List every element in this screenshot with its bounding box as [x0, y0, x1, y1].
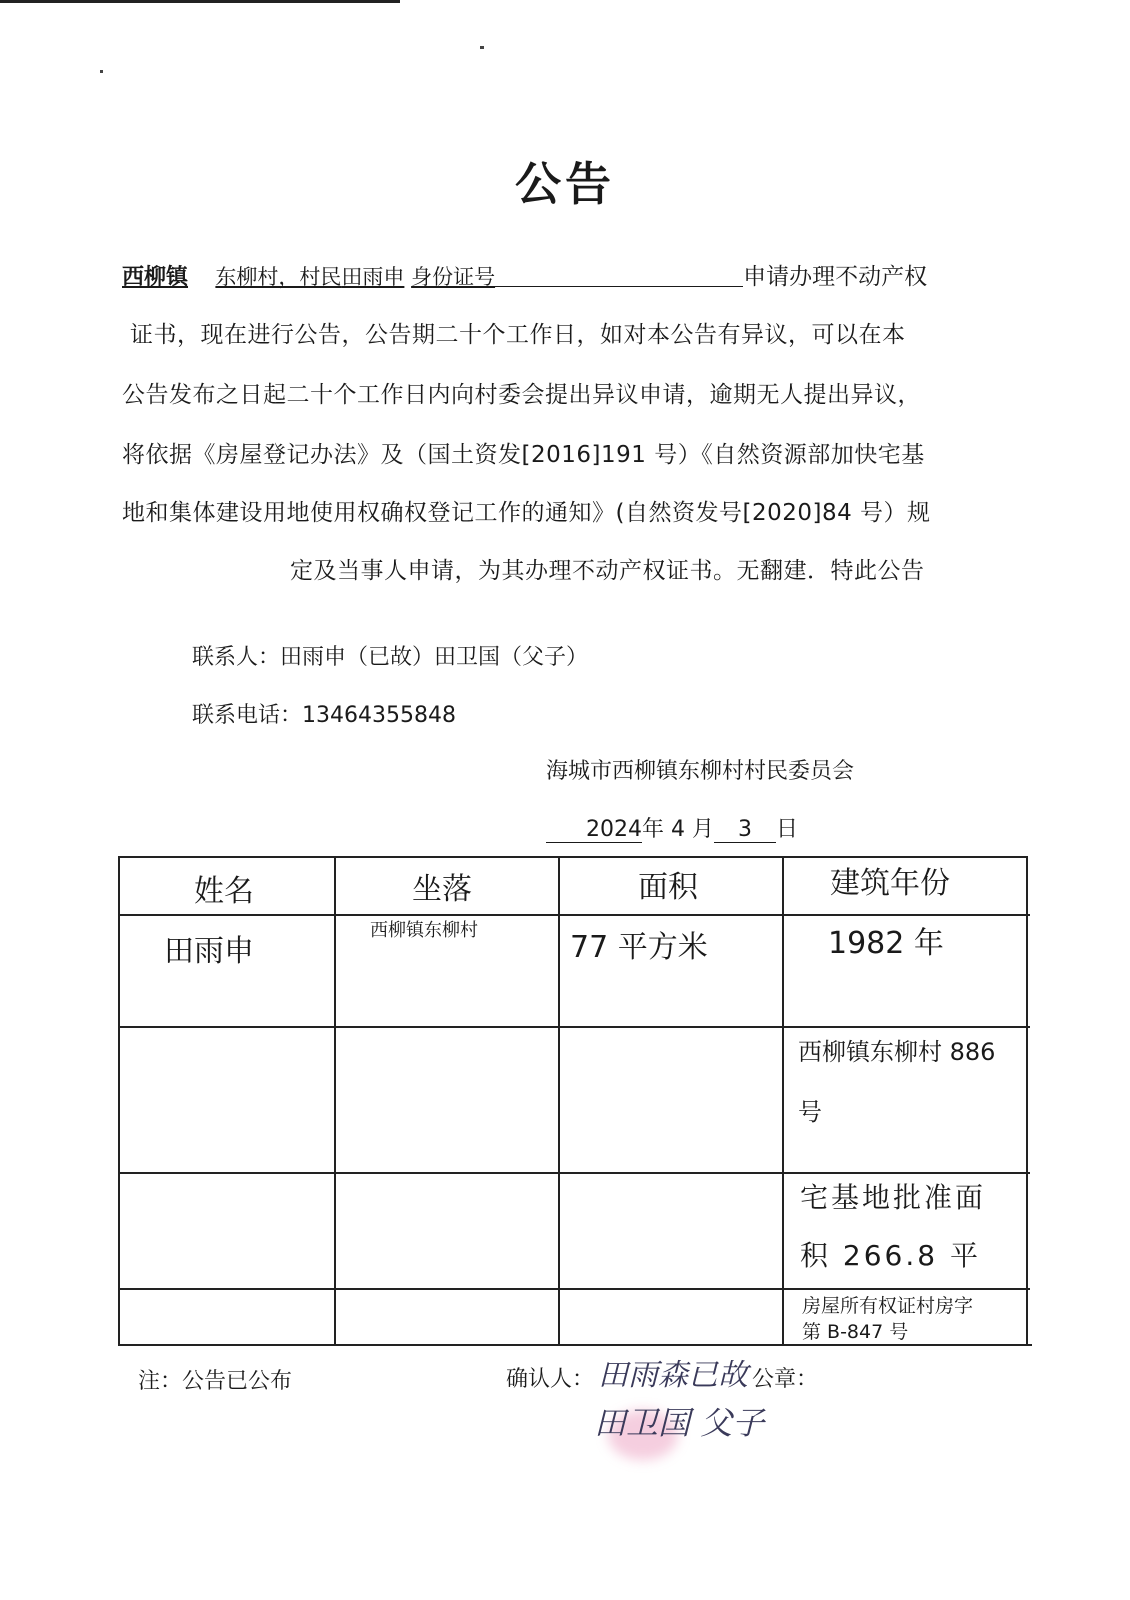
village-resident: 东柳村，村民	[215, 265, 342, 289]
header-year: 建筑年份	[830, 866, 950, 901]
body-line-2: 公告发布之日起二十个工作日内向村委会提出异议申请，逾期无人提出异议，	[122, 382, 921, 408]
body-line-1: 证书，现在进行公告，公告期二十个工作日，如对本公告有异议，可以在本	[130, 322, 906, 348]
scan-speck	[480, 46, 484, 49]
id-label: 身份证号	[411, 265, 496, 289]
body-line-5: 定及当事人申请，为其办理不动产权证书。无翻建．特此公告	[290, 558, 925, 584]
table-border	[782, 856, 784, 1346]
table-border	[334, 856, 336, 1346]
issuer-name: 海城市西柳镇东柳村村民委员会	[546, 759, 855, 784]
body-line-4: 地和集体建设用地使用权确权登记工作的通知》(自然资发号[2020]84 号）规	[122, 500, 931, 526]
signature-handwritten-1: 田雨森已故	[598, 1358, 748, 1393]
apply-text: 申请办理不动产权	[743, 264, 928, 290]
date-year-label: 年	[642, 817, 665, 842]
header-location: 坐落	[412, 872, 472, 907]
table-border	[118, 914, 1030, 916]
table-border	[118, 1288, 1030, 1290]
table-border	[1026, 856, 1028, 1346]
cell-name: 田雨申	[164, 934, 254, 969]
cell-address-line1: 西柳镇东柳村 886	[798, 1038, 996, 1066]
issue-date	[546, 812, 798, 843]
date-day: 3	[714, 817, 776, 843]
table-border	[118, 1026, 1030, 1028]
table-border	[118, 856, 120, 1346]
header-area: 面积	[638, 870, 698, 905]
cell-approved-line2: 积 266.8 平	[800, 1239, 981, 1272]
header-name: 姓名	[194, 874, 254, 909]
scan-speck	[100, 70, 103, 73]
cell-approved-line1: 宅基地批准面	[800, 1181, 987, 1214]
date-month: 4	[671, 817, 686, 842]
date-day-label: 日	[776, 817, 799, 842]
id-blank	[495, 266, 743, 287]
contact-person: 联系人：田雨申（已故）田卫国（父子）	[192, 645, 589, 670]
page-title: 公告	[515, 157, 615, 211]
table-border	[118, 1172, 1030, 1174]
intro-line	[122, 258, 927, 291]
body-line-3: 将依据《房屋登记办法》及（国土资发[2016]191 号）《自然资源部加快宅基	[122, 442, 925, 468]
town-name: 西柳镇	[122, 265, 189, 290]
cell-location: 西柳镇东柳村	[370, 920, 478, 941]
contact-phone: 联系电话：13464355848	[192, 703, 456, 728]
footer-note: 注：公告已公布	[138, 1369, 293, 1394]
cell-cert-line2: 第 B-847 号	[802, 1321, 909, 1343]
cell-address-line2: 号	[798, 1098, 822, 1126]
table-border	[558, 856, 560, 1346]
resident-name: 田雨申	[341, 265, 405, 289]
stamp-label: 公章：	[752, 1367, 819, 1392]
date-month-label: 月	[692, 817, 715, 842]
signature-handwritten-2: 田卫国 父子	[594, 1404, 765, 1442]
scan-edge-line	[0, 0, 400, 3]
cell-year-built: 1982 年	[828, 926, 944, 961]
cell-cert-line1: 房屋所有权证村房字	[802, 1295, 974, 1317]
cell-area: 77 平方米	[570, 930, 708, 965]
date-year: 2024	[546, 817, 642, 843]
property-table	[118, 846, 1030, 1346]
confirm-label: 确认人：	[506, 1367, 595, 1392]
